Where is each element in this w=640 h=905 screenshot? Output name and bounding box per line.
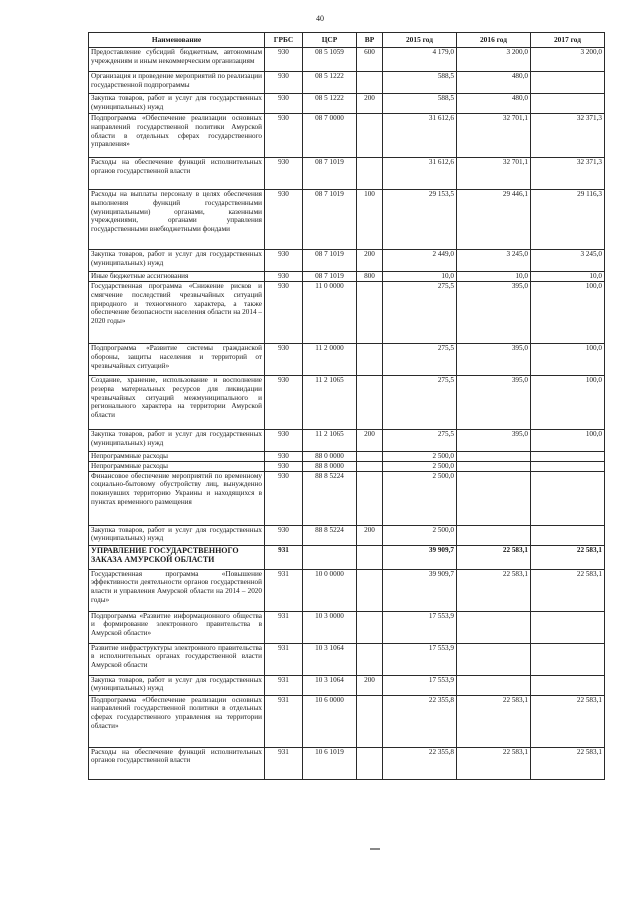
row-csr: 88 8 5224	[303, 525, 357, 545]
row-csr	[303, 545, 357, 569]
row-value-2017	[531, 461, 605, 471]
row-name: Подпрограмма «Развитие информационного общества и формирование электронного правительства в Амурской области»	[89, 611, 265, 643]
row-csr: 11 2 1065	[303, 430, 357, 452]
row-name: Непрограммные расходы	[89, 461, 265, 471]
row-name: Организация и проведение мероприятий по реализации государственной подпрограммы	[89, 72, 265, 94]
header-2016: 2016 год	[457, 33, 531, 48]
row-value-2017: 100,0	[531, 376, 605, 430]
row-value-2016: 395,0	[457, 376, 531, 430]
row-value-2016: 22 583,1	[457, 695, 531, 747]
row-value-2017: 100,0	[531, 430, 605, 452]
table-row	[89, 48, 605, 72]
table-row	[89, 675, 605, 695]
row-value-2016	[457, 643, 531, 675]
row-value-2017: 3 245,0	[531, 250, 605, 272]
row-name: Непрограммные расходы	[89, 452, 265, 462]
row-value-2016: 480,0	[457, 72, 531, 94]
row-name: Закупка товаров, работ и услуг для государственных (муниципальных) нужд	[89, 94, 265, 114]
row-value-2016: 32 701,1	[457, 158, 531, 190]
row-name: Подпрограмма «Обеспечение реализации основных направлений государственной политики Амурской области в отдельных сферах государственного управления»	[89, 114, 265, 158]
row-vr	[357, 376, 383, 430]
row-value-2016	[457, 525, 531, 545]
header-grbs: ГРБС	[265, 33, 303, 48]
row-value-2015: 17 553,9	[383, 643, 457, 675]
row-vr	[357, 643, 383, 675]
row-value-2015: 22 355,8	[383, 747, 457, 779]
row-vr	[357, 158, 383, 190]
row-value-2015: 588,5	[383, 72, 457, 94]
row-csr: 08 5 1059	[303, 48, 357, 72]
row-value-2017	[531, 72, 605, 94]
row-value-2016	[457, 452, 531, 462]
row-value-2015: 275,5	[383, 344, 457, 376]
row-name: Расходы на обеспечение функций исполнительных органов государственной власти	[89, 747, 265, 779]
row-csr: 11 2 0000	[303, 344, 357, 376]
row-value-2016: 32 701,1	[457, 114, 531, 158]
row-value-2017: 22 583,1	[531, 545, 605, 569]
table-row	[89, 272, 605, 282]
row-value-2015: 2 500,0	[383, 525, 457, 545]
row-vr	[357, 282, 383, 344]
row-grbs: 931	[265, 643, 303, 675]
row-value-2017	[531, 611, 605, 643]
row-vr: 200	[357, 675, 383, 695]
row-grbs: 930	[265, 471, 303, 525]
table-header-row	[89, 33, 605, 48]
row-vr	[357, 471, 383, 525]
row-value-2017: 100,0	[531, 282, 605, 344]
row-csr: 10 6 1019	[303, 747, 357, 779]
row-name: Закупка товаров, работ и услуг для государственных (муниципальных) нужд	[89, 525, 265, 545]
table-row	[89, 376, 605, 430]
row-grbs: 930	[265, 158, 303, 190]
row-value-2017: 22 583,1	[531, 569, 605, 611]
row-name: Подпрограмма «Обеспечение реализации основных направлений государственной политики в отдельных сферах государственного управления на территории области»	[89, 695, 265, 747]
row-name: Закупка товаров, работ и услуг для государственных (муниципальных) нужд	[89, 430, 265, 452]
row-value-2015: 4 179,0	[383, 48, 457, 72]
row-value-2016	[457, 675, 531, 695]
row-vr	[357, 747, 383, 779]
row-value-2016: 395,0	[457, 282, 531, 344]
row-vr	[357, 461, 383, 471]
row-name: Государственная программа «Снижение рисков и смягчение последствий чрезвычайных ситуаций природного и техногенного характера, а также обеспечение безопасности населения области на 2014 – 2020 годы»	[89, 282, 265, 344]
row-vr	[357, 72, 383, 94]
row-value-2016: 3 200,0	[457, 48, 531, 72]
row-csr: 08 7 0000	[303, 114, 357, 158]
row-grbs: 930	[265, 190, 303, 250]
row-value-2017: 32 371,3	[531, 158, 605, 190]
row-value-2017	[531, 94, 605, 114]
row-vr	[357, 569, 383, 611]
row-value-2016: 22 583,1	[457, 569, 531, 611]
row-name: Государственная программа «Повышение эффективности деятельности органов государственной власти и управления Амурской области на 2014 – 2020 годы»	[89, 569, 265, 611]
row-vr	[357, 114, 383, 158]
budget-table	[88, 32, 605, 780]
row-grbs: 931	[265, 747, 303, 779]
row-vr: 200	[357, 525, 383, 545]
table-row	[89, 94, 605, 114]
page-number: 40	[316, 14, 324, 23]
row-grbs: 930	[265, 72, 303, 94]
table-row	[89, 250, 605, 272]
row-value-2015: 275,5	[383, 282, 457, 344]
row-value-2016: 3 245,0	[457, 250, 531, 272]
row-csr: 10 3 0000	[303, 611, 357, 643]
header-2017: 2017 год	[531, 33, 605, 48]
row-grbs: 930	[265, 461, 303, 471]
row-value-2017: 22 583,1	[531, 747, 605, 779]
row-value-2015: 275,5	[383, 430, 457, 452]
table-row	[89, 643, 605, 675]
row-value-2016	[457, 461, 531, 471]
row-value-2017: 22 583,1	[531, 695, 605, 747]
row-value-2015: 31 612,6	[383, 114, 457, 158]
table-row	[89, 282, 605, 344]
row-value-2015: 29 153,5	[383, 190, 457, 250]
row-value-2017	[531, 675, 605, 695]
row-csr: 08 5 1222	[303, 94, 357, 114]
row-grbs: 930	[265, 525, 303, 545]
table-row	[89, 695, 605, 747]
row-name: УПРАВЛЕНИЕ ГОСУДАРСТВЕННОГО ЗАКАЗА АМУРСКОЙ ОБЛАСТИ	[89, 545, 265, 569]
scan-artifact-mark	[370, 848, 380, 850]
header-vr: ВР	[357, 33, 383, 48]
table-row	[89, 525, 605, 545]
row-value-2015: 2 500,0	[383, 461, 457, 471]
row-vr	[357, 545, 383, 569]
row-value-2017: 100,0	[531, 344, 605, 376]
row-value-2017: 32 371,3	[531, 114, 605, 158]
row-name: Создание, хранение, использование и восполнение резерва материальных ресурсов для ликвидации чрезвычайных ситуаций межмуниципального и регионального характера на территории Амурской области	[89, 376, 265, 430]
row-value-2015: 2 500,0	[383, 452, 457, 462]
row-csr: 08 5 1222	[303, 72, 357, 94]
row-value-2015: 17 553,9	[383, 611, 457, 643]
row-name: Закупка товаров, работ и услуг для государственных (муниципальных) нужд	[89, 675, 265, 695]
row-value-2016: 395,0	[457, 344, 531, 376]
row-csr: 11 2 1065	[303, 376, 357, 430]
row-value-2017	[531, 452, 605, 462]
row-name: Предоставление субсидий бюджетным, автономным учреждениям и иным некоммерческим организациям	[89, 48, 265, 72]
row-name: Финансовое обеспечение мероприятий по временному социально-бытовому обустройству лиц, вынужденно покинувших территорию Украины и находящихся в пунктах временного размещения	[89, 471, 265, 525]
row-value-2016: 22 583,1	[457, 545, 531, 569]
row-vr: 600	[357, 48, 383, 72]
row-csr: 08 7 1019	[303, 272, 357, 282]
row-csr: 10 3 1064	[303, 643, 357, 675]
row-grbs: 930	[265, 250, 303, 272]
row-grbs: 931	[265, 611, 303, 643]
table-row	[89, 430, 605, 452]
row-value-2016: 29 446,1	[457, 190, 531, 250]
row-grbs: 930	[265, 48, 303, 72]
row-grbs: 931	[265, 695, 303, 747]
row-grbs: 931	[265, 545, 303, 569]
header-csr: ЦСР	[303, 33, 357, 48]
row-value-2015: 588,5	[383, 94, 457, 114]
row-grbs: 930	[265, 282, 303, 344]
row-vr	[357, 695, 383, 747]
row-value-2016: 10,0	[457, 272, 531, 282]
row-vr: 200	[357, 94, 383, 114]
row-vr	[357, 344, 383, 376]
row-vr	[357, 452, 383, 462]
table-row	[89, 569, 605, 611]
table-row	[89, 747, 605, 779]
row-grbs: 930	[265, 114, 303, 158]
row-csr: 08 7 1019	[303, 190, 357, 250]
row-value-2016	[457, 471, 531, 525]
row-vr: 100	[357, 190, 383, 250]
table-row	[89, 471, 605, 525]
row-value-2015: 39 909,7	[383, 545, 457, 569]
row-value-2017	[531, 471, 605, 525]
row-grbs: 930	[265, 452, 303, 462]
row-csr: 10 6 0000	[303, 695, 357, 747]
row-value-2017: 3 200,0	[531, 48, 605, 72]
table-row	[89, 158, 605, 190]
row-csr: 08 7 1019	[303, 158, 357, 190]
row-name: Иные бюджетные ассигнования	[89, 272, 265, 282]
row-name: Закупка товаров, работ и услуг для государственных (муниципальных) нужд	[89, 250, 265, 272]
row-value-2015: 10,0	[383, 272, 457, 282]
section-row	[89, 545, 605, 569]
table-row	[89, 461, 605, 471]
row-vr: 200	[357, 430, 383, 452]
table-row	[89, 452, 605, 462]
row-csr: 10 3 1064	[303, 675, 357, 695]
row-value-2016: 395,0	[457, 430, 531, 452]
header-name: Наименование	[89, 33, 265, 48]
row-vr: 200	[357, 250, 383, 272]
row-value-2017	[531, 525, 605, 545]
row-vr	[357, 611, 383, 643]
row-value-2015: 2 449,0	[383, 250, 457, 272]
row-value-2016: 480,0	[457, 94, 531, 114]
row-name: Развитие инфраструктуры электронного правительства в исполнительных органах государственной власти Амурской области	[89, 643, 265, 675]
row-grbs: 930	[265, 376, 303, 430]
row-name: Расходы на выплаты персоналу в целях обеспечения выполнения функций государственными (муниципальными) органами, казенными учреждениями, органами управления государственными внебюджетными фондами	[89, 190, 265, 250]
row-csr: 08 7 1019	[303, 250, 357, 272]
table-row	[89, 344, 605, 376]
row-value-2015: 2 500,0	[383, 471, 457, 525]
table-row	[89, 72, 605, 94]
row-value-2015: 39 909,7	[383, 569, 457, 611]
row-csr: 88 8 5224	[303, 471, 357, 525]
row-value-2015: 275,5	[383, 376, 457, 430]
row-name: Расходы на обеспечение функций исполнительных органов государственной власти	[89, 158, 265, 190]
row-grbs: 931	[265, 569, 303, 611]
row-vr: 800	[357, 272, 383, 282]
row-grbs: 930	[265, 344, 303, 376]
row-value-2015: 31 612,6	[383, 158, 457, 190]
table-row	[89, 190, 605, 250]
row-grbs: 931	[265, 675, 303, 695]
row-csr: 11 0 0000	[303, 282, 357, 344]
row-value-2016: 22 583,1	[457, 747, 531, 779]
row-value-2017: 29 116,3	[531, 190, 605, 250]
row-value-2015: 17 553,9	[383, 675, 457, 695]
row-value-2017: 10,0	[531, 272, 605, 282]
header-2015: 2015 год	[383, 33, 457, 48]
row-value-2015: 22 355,8	[383, 695, 457, 747]
row-grbs: 930	[265, 94, 303, 114]
row-csr: 88 0 0000	[303, 452, 357, 462]
row-value-2016	[457, 611, 531, 643]
table-row	[89, 611, 605, 643]
row-grbs: 930	[265, 272, 303, 282]
table-row	[89, 114, 605, 158]
row-grbs: 930	[265, 430, 303, 452]
row-value-2017	[531, 643, 605, 675]
row-csr: 88 8 0000	[303, 461, 357, 471]
row-name: Подпрограмма «Развитие системы гражданской обороны, защиты населения и территорий от чрезвычайных ситуаций»	[89, 344, 265, 376]
row-csr: 10 0 0000	[303, 569, 357, 611]
